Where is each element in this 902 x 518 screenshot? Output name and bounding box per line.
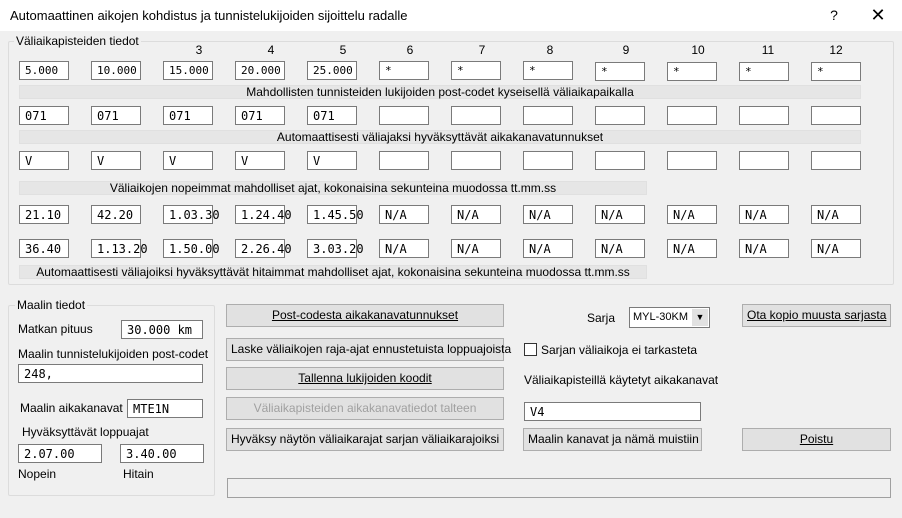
slowest-time-field-7[interactable]: N/A: [451, 239, 501, 258]
fastest-time-field-11[interactable]: N/A: [739, 205, 789, 224]
length-label: Matkan pituus: [18, 322, 93, 336]
column-number-5: 5: [339, 43, 347, 57]
column-number-3: 3: [195, 43, 203, 57]
close-button[interactable]: ✕: [870, 5, 886, 25]
slowest-time-field-12[interactable]: N/A: [811, 239, 861, 258]
channel-field-10[interactable]: [667, 151, 717, 170]
postcode-field-5[interactable]: 071: [307, 106, 357, 125]
column-number-7: 7: [478, 43, 486, 57]
exit-button[interactable]: [742, 428, 891, 451]
channel-field-3[interactable]: V: [163, 151, 213, 170]
fastest-label: Nopein: [18, 467, 57, 481]
postcode-banner: Mahdollisten tunnisteiden lukijoiden post-codet kyseisellä väliaikapaikalla: [19, 85, 861, 99]
slowest-time-field-1[interactable]: 36.40: [19, 239, 69, 258]
finish-postcodes-field[interactable]: 248,: [18, 364, 203, 383]
postcode-field-1[interactable]: 071: [19, 106, 69, 125]
finish-channels-field[interactable]: MTE1N: [127, 399, 203, 418]
save-reader-codes-label: Tallenna lukijoiden koodit: [298, 371, 432, 385]
slowest-time-field-3[interactable]: 1.50.00: [163, 239, 213, 258]
column-number-11: 11: [761, 43, 775, 57]
finish-channels-memory-button[interactable]: Maalin kanavat ja nämä muistiin: [523, 428, 702, 451]
status-bar: [227, 478, 891, 498]
finish-postcodes-label: Maalin tunnistelukijoiden post-codet: [18, 347, 209, 361]
slowest-time-field-8[interactable]: N/A: [523, 239, 573, 258]
calc-limits-button[interactable]: Laske väliaikojen raja-ajat ennustetuista loppuajoista: [226, 338, 504, 361]
postcode-to-channels-button[interactable]: [226, 304, 504, 327]
column-number-10: 10: [691, 43, 705, 57]
column-number-9: 9: [622, 43, 630, 57]
copy-from-series-label: Ota kopio muusta sarjasta: [747, 308, 887, 322]
slowest-time-field-6[interactable]: N/A: [379, 239, 429, 258]
accept-limits-button[interactable]: Hyväksy näytön väliaikarajat sarjan väliaikarajoiksi: [226, 428, 504, 451]
postcode-field-11[interactable]: [739, 106, 789, 125]
distance-field-5[interactable]: 25.000: [307, 61, 357, 80]
distance-field-7[interactable]: *: [451, 61, 501, 80]
save-channel-data-button: Väliaikapisteiden aikakanavatiedot talteen: [226, 397, 504, 420]
distance-field-2[interactable]: 10.000: [91, 61, 141, 80]
distance-field-10[interactable]: *: [667, 62, 717, 81]
postcode-field-4[interactable]: 071: [235, 106, 285, 125]
distance-field-12[interactable]: *: [811, 62, 861, 81]
fastest-banner: Väliaikojen nopeimmat mahdolliset ajat, kokonaisina sekunteina muodossa tt.mm.ss: [19, 181, 647, 195]
distance-field-11[interactable]: *: [739, 62, 789, 81]
help-button[interactable]: ?: [830, 7, 838, 23]
no-check-checkbox[interactable]: [524, 343, 537, 356]
slowest-time-field-2[interactable]: 1.13.20: [91, 239, 141, 258]
splits-group-legend: Väliaikapisteiden tiedot: [16, 34, 139, 48]
postcode-field-6[interactable]: [379, 106, 429, 125]
used-channels-label: Väliaikapisteillä käytetyt aikakanavat: [524, 373, 719, 387]
channel-field-4[interactable]: V: [235, 151, 285, 170]
distance-field-4[interactable]: 20.000: [235, 61, 285, 80]
distance-field-1[interactable]: 5.000: [19, 61, 69, 80]
postcode-field-7[interactable]: [451, 106, 501, 125]
distance-field-9[interactable]: *: [595, 62, 645, 81]
channel-field-6[interactable]: [379, 151, 429, 170]
distance-field-3[interactable]: 15.000: [163, 61, 213, 80]
postcode-field-8[interactable]: [523, 106, 573, 125]
distance-field-8[interactable]: *: [523, 61, 573, 80]
channel-field-2[interactable]: V: [91, 151, 141, 170]
postcode-field-9[interactable]: [595, 106, 645, 125]
slowest-finish-field[interactable]: 3.40.00: [120, 444, 204, 463]
slowest-time-field-4[interactable]: 2.26.40: [235, 239, 285, 258]
copy-from-series-button[interactable]: [742, 304, 891, 327]
length-field[interactable]: 30.000 km: [121, 320, 203, 339]
fastest-time-field-6[interactable]: N/A: [379, 205, 429, 224]
fastest-time-field-4[interactable]: 1.24.40: [235, 205, 285, 224]
channel-field-9[interactable]: [595, 151, 645, 170]
finish-channels-label: Maalin aikakanavat: [20, 401, 123, 415]
distance-field-6[interactable]: *: [379, 61, 429, 80]
slowest-banner: Automaattisesti väliajoiksi hyväksyttävät hitaimmat mahdolliset ajat, kokonaisina sekunteina muodossa tt.mm.ss: [19, 265, 647, 279]
column-number-12: 12: [829, 43, 843, 57]
postcode-field-12[interactable]: [811, 106, 861, 125]
column-number-4: 4: [267, 43, 275, 57]
no-check-label: Sarjan väliaikoja ei tarkasteta: [541, 343, 698, 357]
column-number-8: 8: [546, 43, 554, 57]
fastest-time-field-2[interactable]: 42.20: [91, 205, 141, 224]
postcode-field-10[interactable]: [667, 106, 717, 125]
column-number-6: 6: [406, 43, 414, 57]
fastest-time-field-1[interactable]: 21.10: [19, 205, 69, 224]
fastest-time-field-10[interactable]: N/A: [667, 205, 717, 224]
postcode-to-channels-label: Post-codesta aikakanavatunnukset: [271, 308, 459, 322]
slowest-label: Hitain: [123, 467, 154, 481]
fastest-time-field-12[interactable]: N/A: [811, 205, 861, 224]
postcode-field-2[interactable]: 071: [91, 106, 141, 125]
series-selected-value: MYL-30KM: [633, 311, 689, 323]
fastest-time-field-5[interactable]: 1.45.50: [307, 205, 357, 224]
fastest-finish-field[interactable]: 2.07.00: [18, 444, 102, 463]
series-select[interactable]: [629, 307, 710, 328]
fastest-time-field-8[interactable]: N/A: [523, 205, 573, 224]
used-channels-field[interactable]: V4: [524, 402, 701, 421]
accepted-finish-label: Hyväksyttävät loppuajat: [22, 425, 149, 439]
channel-field-5[interactable]: V: [307, 151, 357, 170]
exit-label: Poistu: [799, 432, 834, 446]
save-reader-codes-button[interactable]: [226, 367, 504, 390]
slowest-time-field-9[interactable]: N/A: [595, 239, 645, 258]
fastest-time-field-9[interactable]: N/A: [595, 205, 645, 224]
chevron-down-icon[interactable]: ▼: [692, 309, 708, 326]
window-title: Automaattinen aikojen kohdistus ja tunnistelukijoiden sijoittelu radalle: [10, 8, 408, 23]
fastest-time-field-3[interactable]: 1.03.30: [163, 205, 213, 224]
channel-field-12[interactable]: [811, 151, 861, 170]
finish-group-legend: Maalin tiedot: [17, 298, 86, 312]
slowest-time-field-11[interactable]: N/A: [739, 239, 789, 258]
series-label: Sarja: [587, 311, 616, 325]
channel-banner: Automaattisesti väliajaksi hyväksyttävät aikakanavatunnukset: [19, 130, 861, 144]
channel-field-7[interactable]: [451, 151, 501, 170]
slowest-time-field-10[interactable]: N/A: [667, 239, 717, 258]
slowest-time-field-5[interactable]: 3.03.20: [307, 239, 357, 258]
channel-field-8[interactable]: [523, 151, 573, 170]
channel-field-11[interactable]: [739, 151, 789, 170]
fastest-time-field-7[interactable]: N/A: [451, 205, 501, 224]
channel-field-1[interactable]: V: [19, 151, 69, 170]
postcode-field-3[interactable]: 071: [163, 106, 213, 125]
